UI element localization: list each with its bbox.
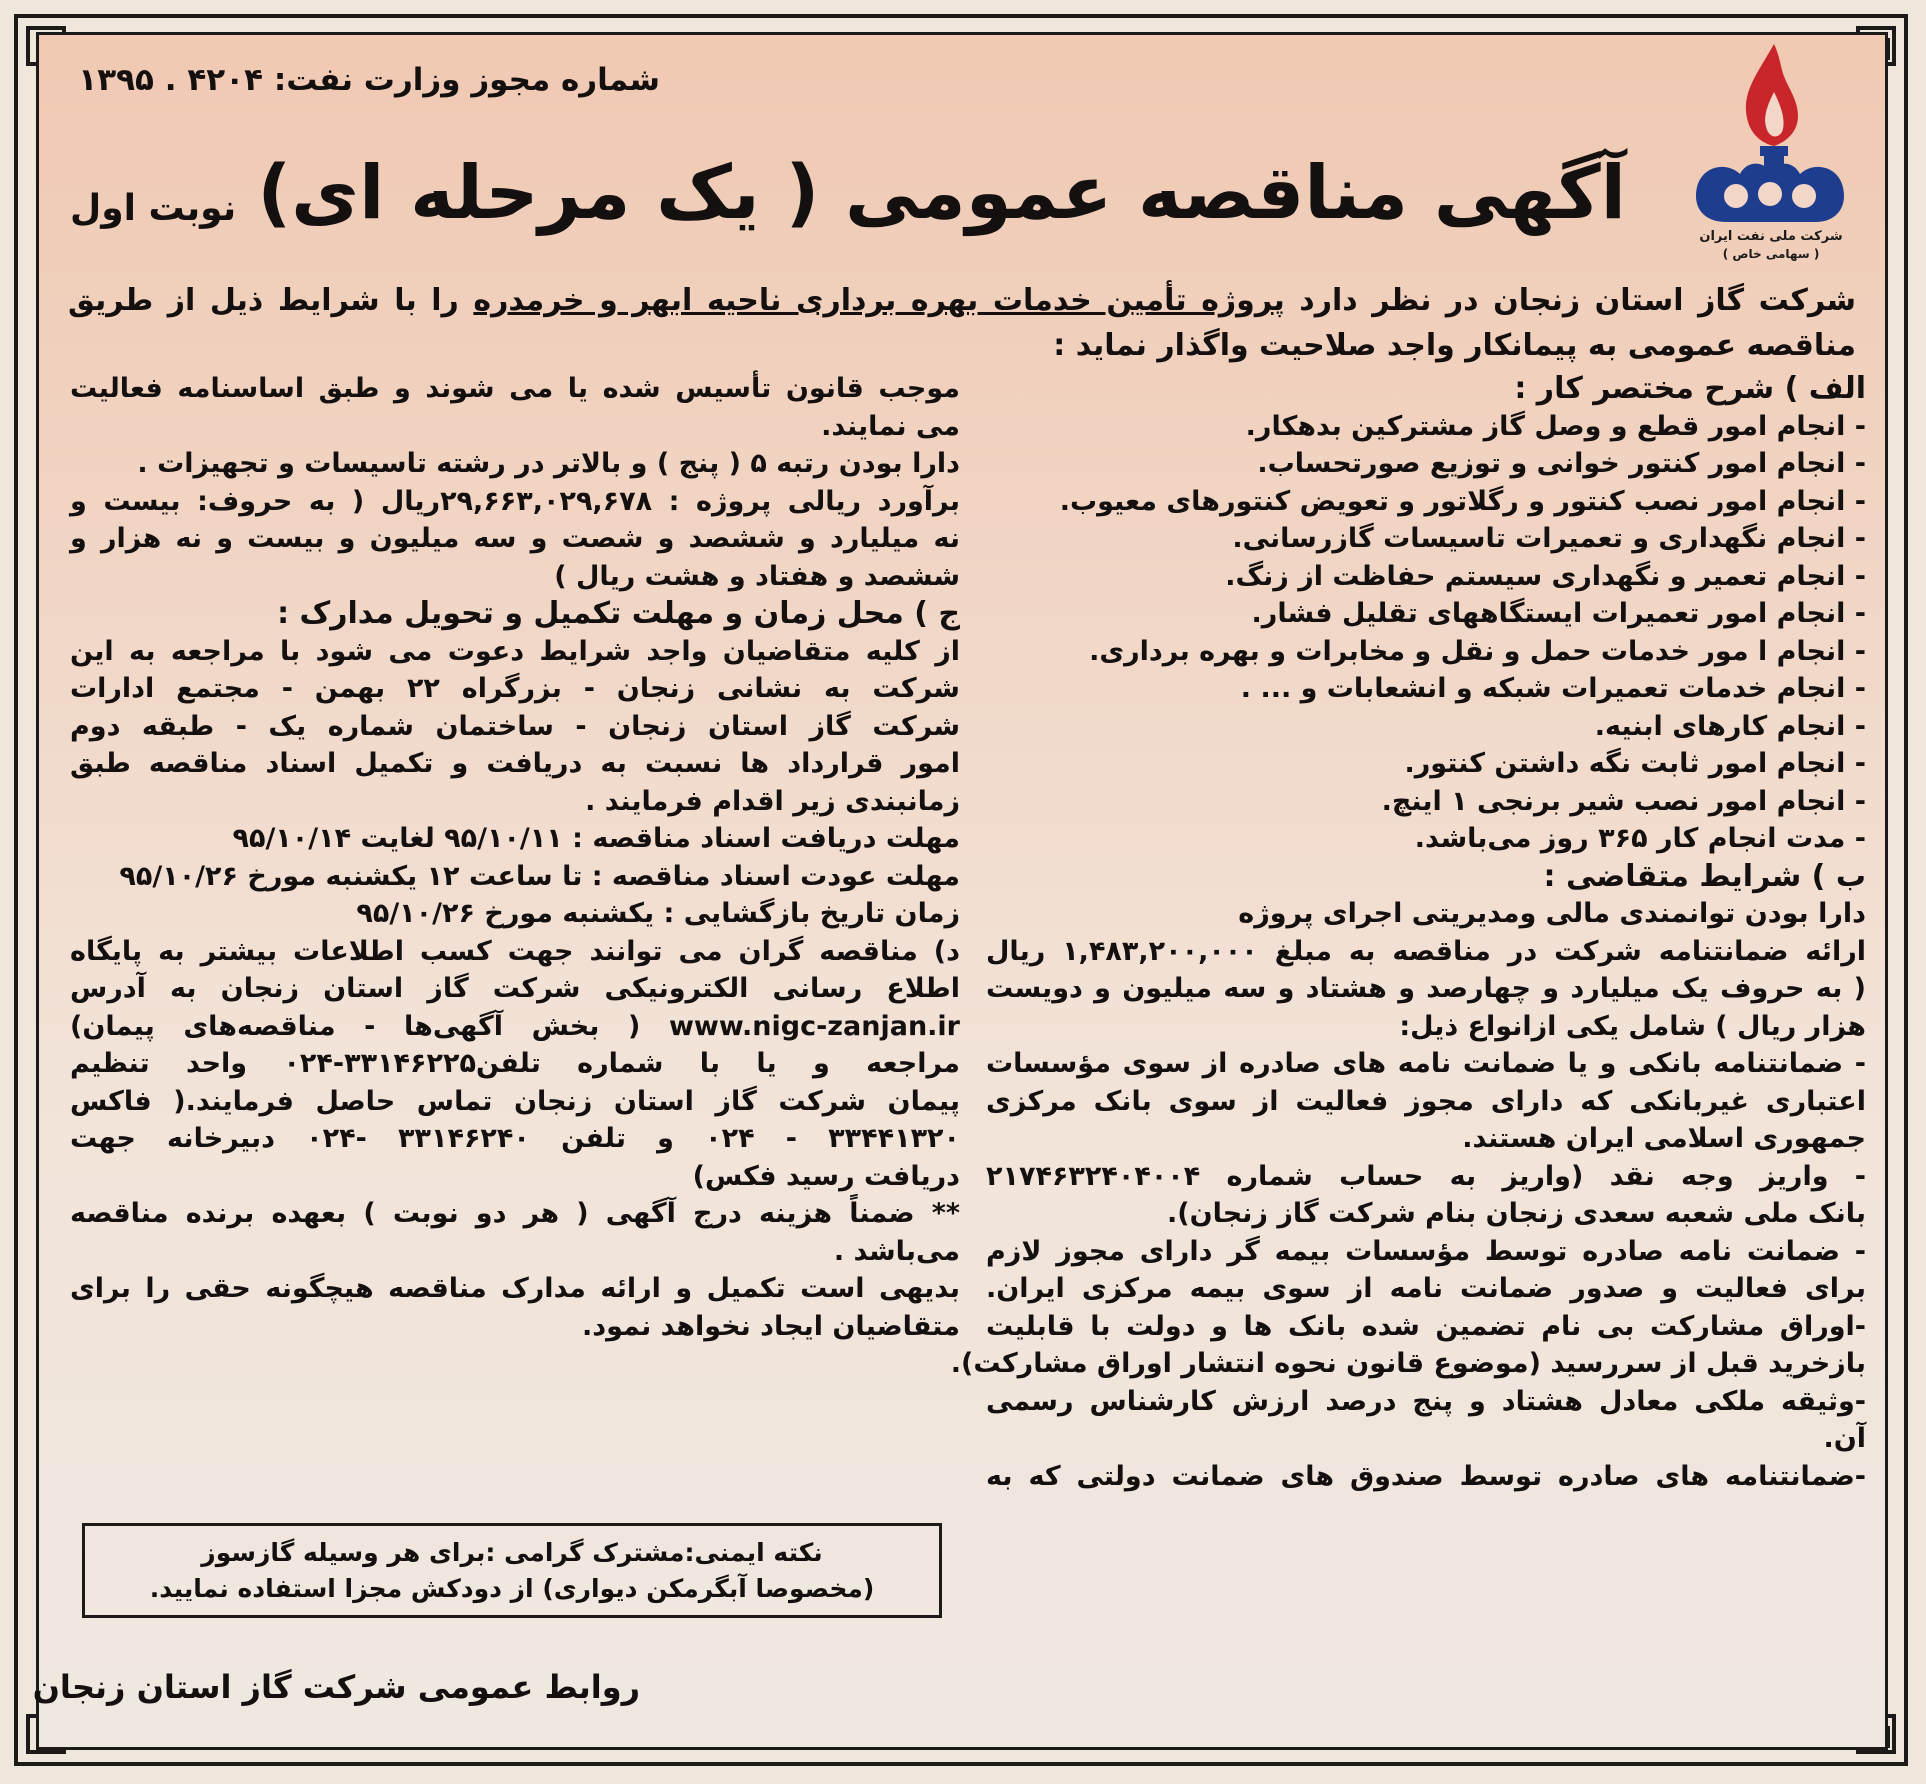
nioc-logo-icon: [1686, 36, 1856, 266]
text-line: شرکت گاز استان زنجان - ساختمان شماره یک - طبقه دوم: [70, 710, 960, 742]
right-column: [950, 370, 1866, 1495]
text-line: - ضمانت نامه صادره توسط مؤسسات بیمه گر دارای مجوز لازم: [986, 1235, 1866, 1267]
text-line: می‌باشد .: [833, 1235, 960, 1267]
text-line: ** ضمناً هزینه درج آگهی ( هر دو نوبت ) بعهده برنده مناقصه: [70, 1198, 960, 1229]
text-line: دارا بودن رتبه ۵ ( پنج ) و بالاتر در رشته تاسیسات و تجهیزات .: [137, 448, 960, 479]
schedule-line: مهلت عودت اسناد مناقصه : تا ساعت ۱۲ یکشنبه مورخ ۹۵/۱۰/۲۶: [119, 860, 960, 892]
website-line: www.nigc-zanjan.ir ( بخش آگهی‌ها - مناقصه‌های پیمان): [70, 1010, 960, 1042]
list-item: - انجام امور کنتور خوانی و توزیع صورتحساب.: [1257, 448, 1866, 479]
list-item: - انجام امور ثابت نگه داشتن کنتور.: [1404, 748, 1866, 779]
text-line: جمهوری اسلامی ایران هستند.: [1462, 1123, 1866, 1154]
ad-title: آگهی مناقصه عمومی ( یک مرحله ای): [257, 150, 1626, 236]
list-item: - انجام امور نصب شیر برنجی ۱ اینچ.: [1381, 785, 1866, 817]
list-item: - انجام امور نصب کنتور و رگلاتور و تعویض کنتورهای معیوب.: [1059, 485, 1866, 517]
logo-caption: شرکت ملی نفت ایران: [1699, 229, 1843, 244]
text-line: پیمان شرکت گاز استان زنجان تماس حاصل فرمایند.( فاکس: [70, 1085, 960, 1117]
text-line: نه میلیارد و ششصد و شصت و سه میلیون و بیست و نه هزار و: [70, 523, 960, 554]
list-item: - انجام ا مور خدمات حمل و نقل و مخابرات و بهره برداری.: [1089, 635, 1866, 667]
text-line: -ضمانتنامه های صادره توسط صندوق های ضمانت دولتی که به: [986, 1460, 1866, 1492]
list-item: - انجام کارهای ابنیه.: [1594, 710, 1866, 742]
text-line: - ضمانتنامه بانکی و یا ضمانت نامه های صادره از سوی مؤسسات: [986, 1048, 1866, 1079]
safety-note-line: (مخصوصا آبگرمکن دیواری) از دودکش مجزا استفاده نمایید.: [149, 1573, 875, 1603]
text-line: شرکت به نشانی زنجان - بزرگراه ۲۲ بهمن - مجتمع ادارات: [70, 673, 960, 704]
text-line: د) مناقصه گران می توانند جهت کسب اطلاعات بیشتر به پایگاه: [70, 935, 960, 967]
text-line: می نمایند.: [821, 410, 960, 442]
left-column: [70, 370, 960, 1345]
text-line: زمانبندی زیر اقدام فرمایند .: [585, 785, 960, 817]
text-line: ارائه ضمانتنامه شرکت در مناقصه به مبلغ ۱,۴۸۳,۲۰۰,۰۰۰ ریال: [986, 935, 1866, 967]
schedule-line: زمان تاریخ بازگشایی : یکشنبه مورخ ۹۵/۱۰/۲۶: [356, 898, 960, 929]
round-label: نوبت اول: [70, 188, 237, 229]
phone-line: مراجعه و یا با شماره تلفن۳۳۱۴۶۲۲۵-۰۲۴ واحد تنظیم: [70, 1048, 960, 1079]
list-item: - انجام نگهداری و تعمیرات تاسیسات گازرسانی.: [1232, 523, 1866, 554]
text-line: اعتباری غیربانکی که دارای مجوز فعالیت از سوی بانک مرکزی: [986, 1085, 1866, 1117]
license-number: شماره مجوز وزارت نفت: ۴۲۰۴ . ۱۳۹۵: [78, 62, 660, 98]
fax-line: ۳۳۴۴۱۳۲۰ - ۰۲۴ و تلفن ۳۳۱۴۶۲۴۰ -۰۲۴ دبیرخانه جهت: [70, 1123, 961, 1154]
section-heading: ب ) شرایط متقاضی :: [1543, 858, 1866, 894]
list-item: - انجام امور تعمیرات ایستگاههای تقلیل فشار.: [1251, 598, 1866, 629]
intro-post: را با شرایط ذیل از طریق مناقصه عمومی به پیمانکار واجد صلاحیت واگذار نماید :: [68, 283, 1856, 363]
text-line: -اوراق مشارکت بی نام تضمین شده بانک ها و دولت با قابلیت: [986, 1310, 1866, 1342]
text-line: ( به حروف یک میلیارد و چهارصد و هشتاد و سه میلیون و دویست: [986, 973, 1866, 1004]
logo-subcaption: ( سهامی خاص ): [1722, 247, 1820, 261]
text-line: از کلیه متقاضیان واجد شرایط دعوت می شود با مراجعه به این: [70, 635, 960, 667]
text-line: موجب قانون تأسیس شده یا می شوند و طبق اساسنامه فعالیت: [70, 373, 960, 404]
text-line: برآورد ریالی پروژه : ۲۹,۶۶۳,۰۲۹,۶۷۸ریال ( به حروف: بیست و: [70, 485, 960, 517]
intro-paragraph: [68, 278, 1856, 368]
schedule-line: مهلت دریافت اسناد مناقصه : ۹۵/۱۰/۱۱ لغایت ۹۵/۱۰/۱۴: [232, 823, 960, 854]
list-item: - مدت انجام کار ۳۶۵ روز می‌باشد.: [1414, 823, 1866, 854]
footer-signature: روابط عمومی شرکت گاز استان زنجان: [32, 1668, 640, 1706]
list-item: - انجام امور قطع و وصل گاز مشترکین بدهکار.: [1245, 410, 1866, 442]
text-line: -وثیقه ملکی معادل هشتاد و پنج درصد ارزش کارشناس رسمی: [986, 1385, 1866, 1417]
text-line: بانک ملی شعبه سعدی زنجان بنام شرکت گاز زنجان).: [1167, 1198, 1866, 1229]
safety-note-line: نکته ایمنی:مشترک گرامی :برای هر وسیله گازسوز: [201, 1537, 823, 1567]
text-line: هزار ریال ) شامل یکی ازانواع ذیل:: [1399, 1010, 1866, 1042]
text-line: اطلاع رسانی الکترونیکی شرکت گاز استان زنجان به آدرس: [70, 973, 960, 1004]
list-item: - انجام خدمات تعمیرات شبکه و انشعابات و ... .: [1240, 673, 1866, 704]
section-heading: ج ) محل زمان و مهلت تکمیل و تحویل مدارک :: [277, 596, 960, 631]
project-name: پروژه تأمین خدمات بهره برداری ناحیه ابهر و خرمدره: [473, 283, 1285, 318]
text-line: متقاضیان ایجاد نخواهد نمود.: [581, 1310, 960, 1342]
text-line: آن.: [1823, 1423, 1866, 1454]
text-line: برای فعالیت و صدور ضمانت نامه از سوی بیمه مرکزی ایران.: [986, 1273, 1866, 1304]
list-item: - انجام تعمیر و نگهداری سیستم حفاظت از زنگ.: [1225, 560, 1866, 592]
text-line: بدیهی است تکمیل و ارائه مدارک مناقصه هیچگونه حقی را برای: [70, 1273, 960, 1304]
text-line: ششصد و هفتاد و هشت ریال ): [554, 560, 960, 592]
text-line: بازخرید قبل از سررسید (موضوع قانون نحوه انتشار اوراق مشارکت).: [950, 1348, 1866, 1379]
section-heading: الف ) شرح مختصر کار :: [1514, 371, 1866, 406]
text-line: امور قرارداد ها نسبت به دریافت و تکمیل اسناد مناقصه طبق: [70, 748, 960, 779]
safety-note-box: [82, 1523, 942, 1618]
text-line: دارا بودن توانمندی مالی ومدیریتی اجرای پروژه: [1238, 898, 1866, 929]
intro-pre: شرکت گاز استان زنجان در نظر دارد: [1284, 283, 1856, 318]
text-line: دریافت رسید فکس): [692, 1160, 960, 1192]
text-line: - واریز وجه نقد (واریز به حساب شماره ۲۱۷۴۶۳۲۴۰۴۰۰۴: [986, 1160, 1866, 1192]
